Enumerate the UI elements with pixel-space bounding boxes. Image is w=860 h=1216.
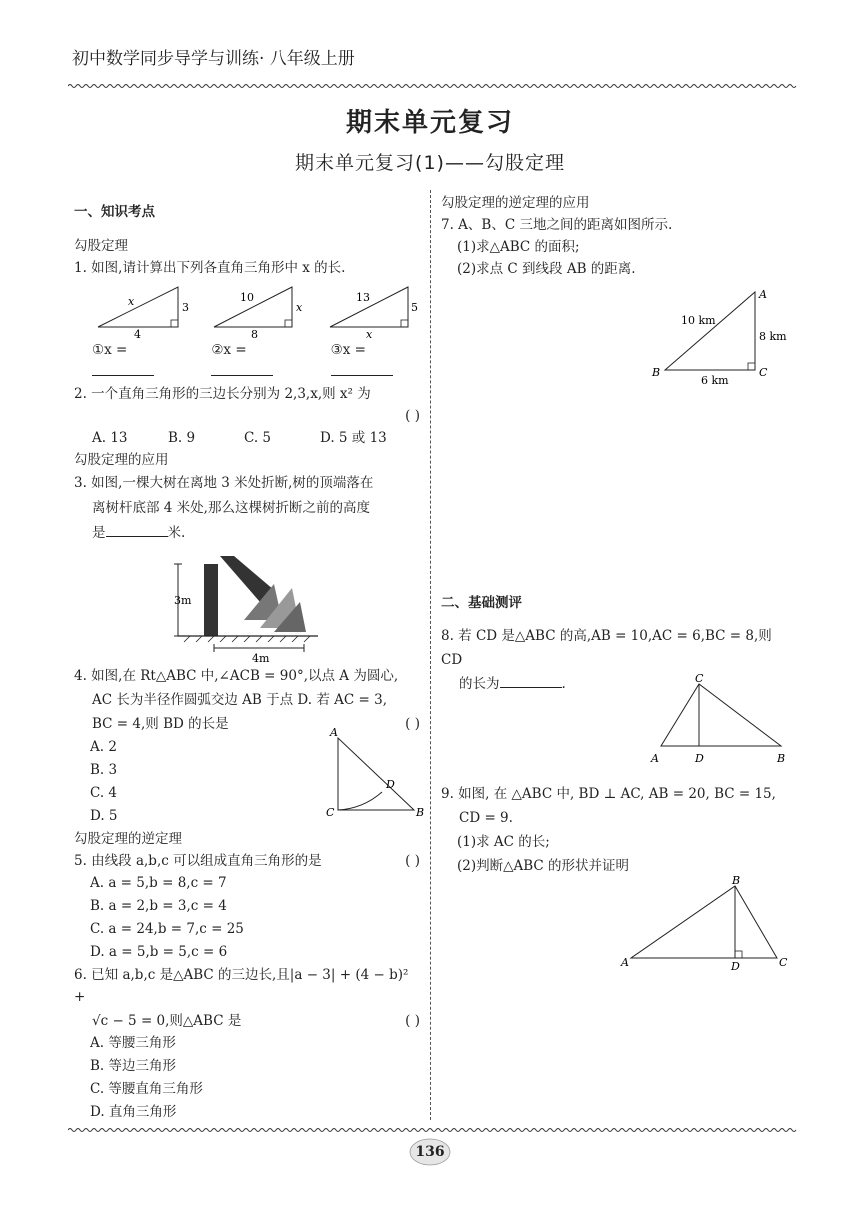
header-wavy-divider xyxy=(68,82,798,90)
q4-label-a: A xyxy=(330,726,338,739)
q6-line-2: √c − 5 = 0,则△ABC 是 xyxy=(92,1013,242,1029)
q1-answer-row xyxy=(74,339,420,383)
q4-label-c: C xyxy=(326,806,335,818)
q2-options xyxy=(74,427,420,449)
q5-options xyxy=(74,872,420,964)
q1-triangle-2 xyxy=(214,287,303,339)
q9-part-2: (2)判断△ABC 的形状并证明 xyxy=(457,858,630,874)
q7-label-a: A xyxy=(759,288,767,301)
q1-t3-leg: 5 xyxy=(411,301,418,314)
q3-height-label: 3m xyxy=(174,594,192,607)
q6-option-b[interactable]: B. 等边三角形 xyxy=(90,1058,177,1074)
q8-label-b: B xyxy=(777,752,786,765)
section-heading-2: 二、基础测评 xyxy=(441,595,522,611)
q4-option-c[interactable]: C. 4 xyxy=(90,785,118,801)
q9-label-a: A xyxy=(621,956,629,969)
footer-wavy-divider xyxy=(68,1126,798,1134)
q5-option-d[interactable]: D. a = 5,b = 5,c = 6 xyxy=(90,944,228,960)
page-number: 136 xyxy=(415,1144,445,1160)
q1-triangle-3 xyxy=(330,287,418,339)
q9-triangle-figure xyxy=(441,874,791,974)
q7-label-c: C xyxy=(759,366,768,379)
q1-triangle-1 xyxy=(98,287,189,339)
q1-t3-hyp: 13 xyxy=(356,291,370,304)
q7-label-b: B xyxy=(652,366,661,379)
q3-answer-blank[interactable] xyxy=(106,524,168,537)
question-9 xyxy=(441,782,791,878)
q5-text: 5. 由线段 a,b,c 可以组成直角三角形的是 xyxy=(74,853,322,869)
q1-answer-1-blank[interactable] xyxy=(92,363,154,376)
question-1: 1. 如图,请计算出下列各直角三角形中 x 的长. xyxy=(74,260,346,276)
question-2: 2. 一个直角三角形的三边长分别为 2,3,x,则 x² 为 xyxy=(74,386,371,402)
topic-heading: 勾股定理的应用 xyxy=(74,452,169,468)
q6-line-1: 6. 已知 a,b,c 是△ABC 的三边长,且|a − 3| + (4 − b)² + xyxy=(74,967,409,1005)
q1-answer-3-label: ③x = xyxy=(330,342,366,358)
q1-answer-3-blank[interactable] xyxy=(331,363,393,376)
q2-option-c[interactable]: C. 5 xyxy=(244,430,272,446)
q1-t2-leg: x xyxy=(296,301,303,314)
q8-label-d: D xyxy=(695,752,704,765)
question-6 xyxy=(74,964,420,1032)
q2-option-b[interactable]: B. 9 xyxy=(168,430,196,446)
topic-heading: 勾股定理 xyxy=(74,238,128,254)
q4-line-1: 4. 如图,在 Rt△ABC 中,∠ACB = 90°,以点 A 为圆心, xyxy=(74,668,399,684)
q3-broken-tree-figure xyxy=(74,550,420,664)
q4-answer-paren[interactable]: ( ) xyxy=(405,716,420,732)
q1-t2-base: 8 xyxy=(251,328,258,339)
q5-option-a[interactable]: A. a = 5,b = 8,c = 7 xyxy=(90,875,227,891)
q8-triangle-figure xyxy=(441,674,791,770)
q6-option-d[interactable]: D. 直角三角形 xyxy=(90,1104,177,1120)
q7-label-ab: 10 km xyxy=(681,314,716,327)
q9-label-c: C xyxy=(779,956,788,969)
q5-option-c[interactable]: C. a = 24,b = 7,c = 25 xyxy=(90,921,244,937)
topic-heading: 勾股定理的逆定理 xyxy=(74,831,182,847)
q4-line-2: AC 长为半径作圆弧交边 AB 于点 D. 若 AC = 3, xyxy=(92,692,387,708)
q4-option-d[interactable]: D. 5 xyxy=(90,808,118,824)
question-3 xyxy=(74,471,420,546)
q6-option-a[interactable]: A. 等腰三角形 xyxy=(90,1035,176,1051)
right-column xyxy=(441,192,791,973)
q2-answer-paren[interactable]: ( ) xyxy=(405,408,420,424)
page-subtitle: 期末单元复习(1)——勾股定理 xyxy=(295,152,565,174)
q4-label-d: D xyxy=(386,778,395,791)
q7-label-bc: 6 km xyxy=(701,374,729,386)
q3-line-3b: 米. xyxy=(167,525,186,541)
q6-answer-paren[interactable]: ( ) xyxy=(405,1013,420,1029)
q5-answer-paren[interactable]: ( ) xyxy=(405,853,420,869)
q6-option-c[interactable]: C. 等腰直角三角形 xyxy=(90,1081,203,1097)
q9-line-1: 9. 如图, 在 △ABC 中, BD ⊥ AC, AB = 20, BC = 15, xyxy=(441,786,776,802)
q6-options xyxy=(74,1032,420,1124)
q1-triangles-figure xyxy=(74,283,420,339)
q5-option-b[interactable]: B. a = 2,b = 3,c = 4 xyxy=(90,898,227,914)
q8-line-2a: 的长为 xyxy=(459,676,500,692)
q7-part-1: (1)求△ABC 的面积; xyxy=(457,239,580,255)
topic-heading: 勾股定理的逆定理的应用 xyxy=(441,195,590,211)
column-divider xyxy=(430,190,431,1120)
page-title: 期末单元复习 xyxy=(345,108,514,138)
q1-t1-base: 4 xyxy=(134,328,141,339)
question-7: 7. A、B、C 三地之间的距离如图所示. xyxy=(441,217,673,233)
q4-label-b: B xyxy=(416,806,425,818)
q9-label-d: D xyxy=(731,960,740,973)
q3-line-3a: 是 xyxy=(92,525,106,541)
q7-part-2: (2)求点 C 到线段 AB 的距离. xyxy=(457,261,636,277)
q2-option-a[interactable]: A. 13 xyxy=(92,430,128,446)
q4-options-and-figure xyxy=(74,726,425,828)
q1-t2-hyp: 10 xyxy=(240,291,254,304)
q7-triangle-figure xyxy=(441,286,791,386)
q4-option-a[interactable]: A. 2 xyxy=(90,739,117,755)
q3-line-1: 3. 如图,一棵大树在离地 3 米处折断,树的顶端落在 xyxy=(74,475,374,491)
section-heading-1: 一、知识考点 xyxy=(74,204,155,220)
q9-label-b: B xyxy=(732,874,741,887)
q9-line-2: CD = 9. xyxy=(459,810,513,826)
q8-line-2b: . xyxy=(561,676,566,692)
q1-t3-base: x xyxy=(366,328,373,339)
q1-t1-leg: 3 xyxy=(182,301,189,314)
q4-triangle-figure xyxy=(324,726,434,818)
q3-width-label: 4m xyxy=(252,652,270,664)
q1-t1-hyp: x xyxy=(128,295,135,308)
q2-option-d[interactable]: D. 5 或 13 xyxy=(320,430,387,446)
q1-answer-1-label: ①x = xyxy=(92,342,128,358)
q8-line-1: 8. 若 CD 是△ABC 的高,AB = 10,AC = 6,BC = 8,则 CD xyxy=(441,628,772,668)
q9-part-1: (1)求 AC 的长; xyxy=(457,834,550,850)
q8-label-c: C xyxy=(695,674,704,685)
question-5 xyxy=(74,850,420,872)
book-header-title: 初中数学同步导学与训练· 八年级上册 xyxy=(72,49,355,69)
q1-answer-2-label: ②x = xyxy=(211,342,247,358)
q1-answer-2-blank[interactable] xyxy=(211,363,273,376)
q7-label-ac: 8 km xyxy=(759,330,787,343)
q8-label-a: A xyxy=(651,752,659,765)
q4-line-3: BC = 4,则 BD 的长是 xyxy=(92,716,229,732)
q4-option-b[interactable]: B. 3 xyxy=(90,762,118,778)
q3-line-2: 离树杆底部 4 米处,那么这棵树折断之前的高度 xyxy=(92,500,370,516)
left-column xyxy=(74,201,425,1124)
